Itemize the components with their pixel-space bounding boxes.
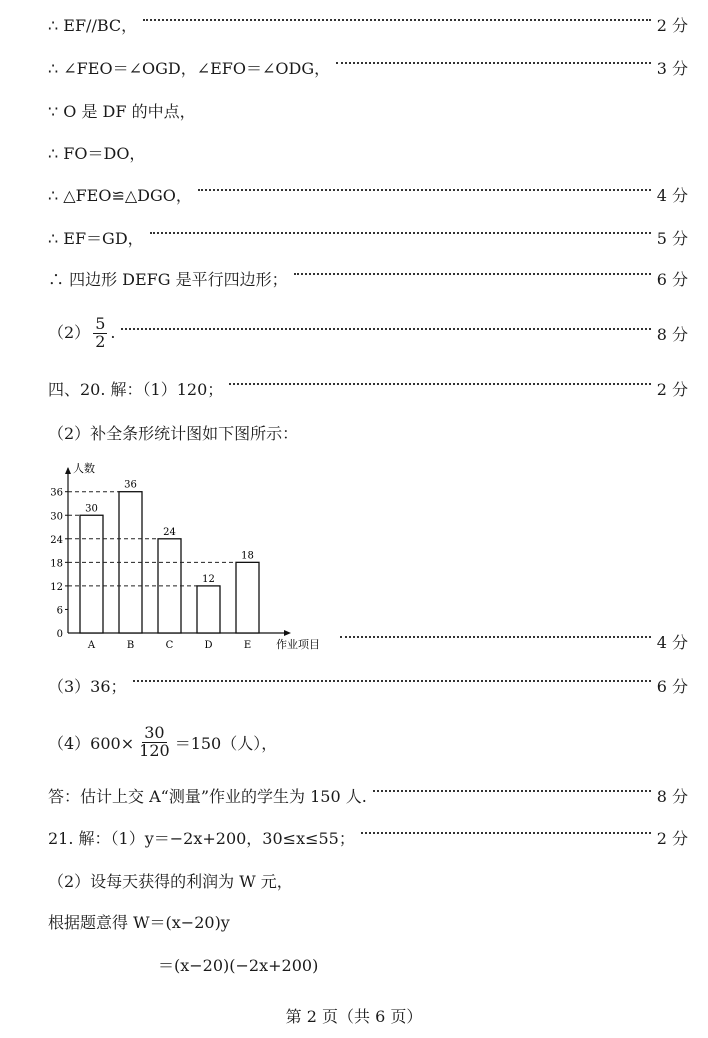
y-tick-label: 12 xyxy=(50,581,63,593)
leader-dots xyxy=(133,680,651,682)
score: 6 分 xyxy=(656,269,688,289)
leader-dots xyxy=(121,328,650,330)
proof-line-7 xyxy=(48,266,688,290)
line-text: ∴ 四边形 DEFG 是平行四边形； xyxy=(48,269,288,289)
line-text: 答：估计上交 A“测量”作业的学生为 150 人. xyxy=(48,786,367,806)
prefix: （2） xyxy=(48,322,91,342)
line-text: ∴ EF＝GD， xyxy=(48,228,144,248)
y-tick-label: 18 xyxy=(50,558,63,570)
data-label: 18 xyxy=(241,550,254,562)
suffix: ＝150（人）， xyxy=(174,733,278,753)
x-tick-label: B xyxy=(126,640,135,651)
score: 8 分 xyxy=(656,786,688,806)
x-tick-label: E xyxy=(243,640,252,651)
line-text: ∴ FO＝DO， xyxy=(48,143,146,163)
line-text xyxy=(48,313,116,351)
proof-line-1 xyxy=(48,12,688,36)
page-footer: 第 2 页（共 6 页） xyxy=(285,1007,423,1026)
x-axis-arrow xyxy=(284,630,291,636)
data-label: 30 xyxy=(85,503,98,515)
leader-dots xyxy=(336,62,651,64)
x-axis-label: 作业项目 xyxy=(276,638,320,651)
suffix: . xyxy=(110,322,116,342)
q21-part-1 xyxy=(48,825,688,849)
q20-part-2 xyxy=(48,420,298,444)
leader-dots xyxy=(361,832,651,834)
bar xyxy=(236,562,259,633)
leader-dots xyxy=(294,273,651,275)
x-tick-label: C xyxy=(165,640,174,651)
x-tick-label: A xyxy=(87,640,96,651)
data-label: 36 xyxy=(124,479,137,491)
y-tick-label: 30 xyxy=(50,511,63,523)
proof-line-2 xyxy=(48,55,688,79)
y-axis-label: 人数 xyxy=(73,462,95,475)
line-text: ∴ ∠FEO＝∠OGD，∠EFO＝∠ODG， xyxy=(48,58,331,78)
score: 5 分 xyxy=(656,228,688,248)
y-tick-label: 0 xyxy=(56,629,63,640)
q21-part-2 xyxy=(48,868,293,892)
line-text: 21. 解：（1）y＝−2x+200，30≤x≤55； xyxy=(48,828,355,848)
score: 2 分 xyxy=(656,379,688,399)
proof-line-4 xyxy=(48,140,145,164)
y-tick-label: 6 xyxy=(56,605,63,617)
score: 3 分 xyxy=(656,58,688,78)
leader-dots xyxy=(229,383,650,385)
denominator: 120 xyxy=(139,740,170,760)
q20-chart-score xyxy=(334,629,688,653)
line-text: （2）补全条形统计图如下图所示： xyxy=(48,423,299,443)
score: 4 分 xyxy=(656,185,688,205)
line-text: （2）设每天获得的利润为 W 元， xyxy=(48,871,293,891)
score: 8 分 xyxy=(656,324,688,344)
line-text: ∴ △FEO≌△DGO， xyxy=(48,185,192,205)
line-text: ＝(x−20)(−2x+200) xyxy=(158,955,319,975)
leader-dots xyxy=(143,19,651,21)
bar xyxy=(80,515,103,633)
bar-chart-svg xyxy=(36,458,332,658)
line-text: 四、20. 解：（1）120； xyxy=(48,379,224,399)
denominator: 2 xyxy=(95,331,106,351)
y-tick-label: 36 xyxy=(50,487,63,499)
q20-part-3 xyxy=(48,673,688,697)
leader-dots xyxy=(150,232,651,234)
line-text: ∴ EF//BC， xyxy=(48,15,138,35)
fraction xyxy=(137,722,172,760)
leader-dots xyxy=(198,189,651,191)
y-axis-arrow xyxy=(65,467,71,474)
y-tick-label: 24 xyxy=(50,534,63,546)
q21-equation-1 xyxy=(48,909,230,933)
proof-line-5 xyxy=(48,182,688,206)
line-text: ∵ O 是 DF 的中点， xyxy=(48,101,196,121)
prefix: （4）600× xyxy=(48,733,135,753)
q21-equation-2 xyxy=(158,952,318,976)
leader-dots xyxy=(340,636,651,638)
leader-dots xyxy=(373,790,651,792)
numerator: 30 xyxy=(144,722,165,742)
line-text: （3）36； xyxy=(48,676,127,696)
x-tick-label: D xyxy=(204,640,213,651)
line-text: 根据题意得 W＝(x−20)y xyxy=(48,912,230,932)
bar xyxy=(197,586,220,633)
bar-chart xyxy=(36,458,332,658)
fraction xyxy=(93,313,107,351)
score: 6 分 xyxy=(656,676,688,696)
q20-part-1 xyxy=(48,376,688,400)
proof-line-3 xyxy=(48,98,196,122)
q20-answer xyxy=(48,783,688,807)
proof-line-6 xyxy=(48,225,688,249)
score: 2 分 xyxy=(656,828,688,848)
numerator: 5 xyxy=(95,313,106,333)
answer-part-2 xyxy=(48,313,688,353)
data-label: 12 xyxy=(202,573,215,585)
data-label: 24 xyxy=(163,526,176,538)
q20-part-4 xyxy=(48,722,277,762)
score: 4 分 xyxy=(656,632,688,652)
score: 2 分 xyxy=(656,15,688,35)
